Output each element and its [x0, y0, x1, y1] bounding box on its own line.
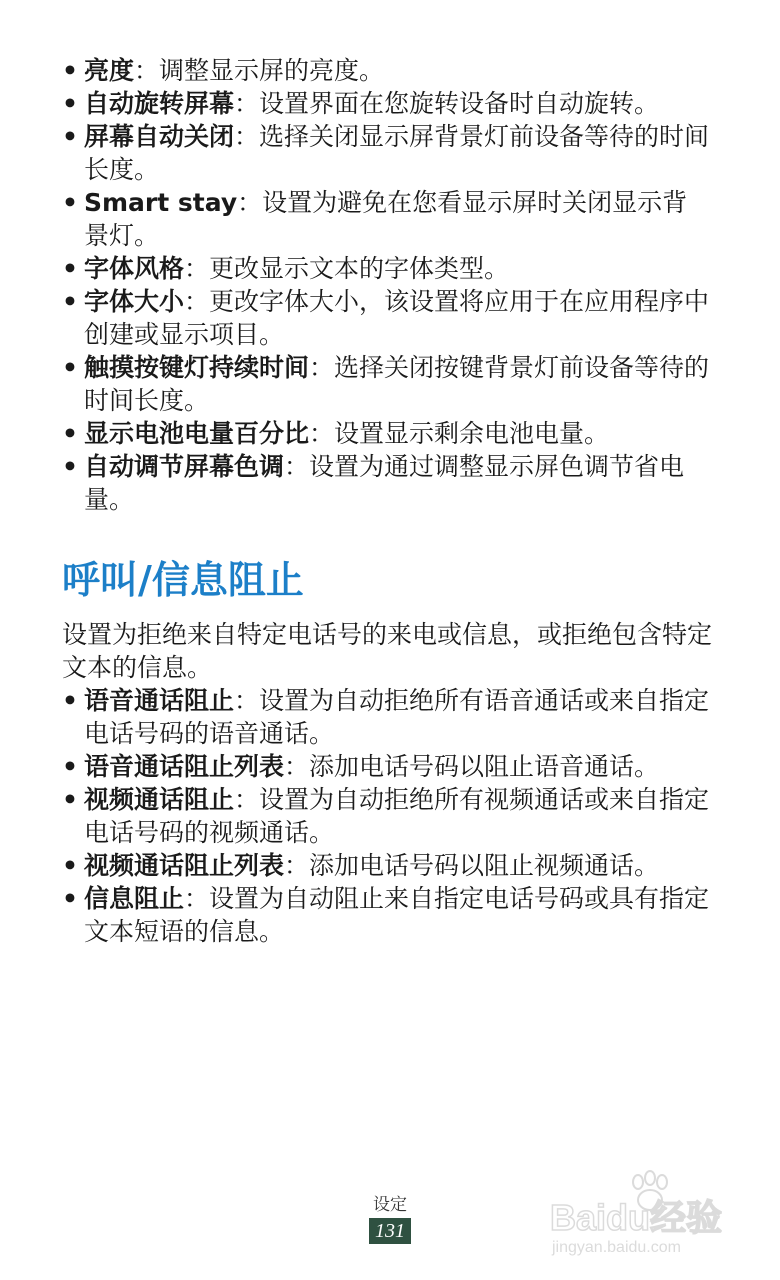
section-intro: 设置为拒绝来自特定电话号的来电或信息，或拒绝包含特定文本的信息。 [62, 620, 713, 682]
page-number: 131 [369, 1218, 411, 1244]
section-title: 呼叫/信息阻止 [62, 558, 304, 602]
item-term: 语音通话阻止列表 [84, 752, 285, 781]
list-item [62, 882, 712, 948]
item-separator: ： [234, 686, 260, 715]
item-separator: ： [134, 56, 160, 85]
list-item [62, 783, 712, 849]
display-settings-list [62, 54, 712, 516]
item-description: 设置为通过调整显示屏色调节省电量。 [84, 452, 685, 514]
list-item [62, 750, 712, 783]
list-item [62, 186, 712, 252]
list-item [62, 351, 712, 417]
footer-section-label: 设定 [373, 1195, 407, 1215]
item-separator: ： [184, 287, 210, 316]
paw-toe-icon [657, 1175, 667, 1189]
bullet: • [62, 188, 78, 217]
item-description: 更改字体大小，该设置将应用于在应用程序中创建或显示项目。 [84, 287, 710, 349]
item-term: 信息阻止 [84, 884, 185, 913]
item-separator: ： [234, 122, 260, 151]
item-description: 更改显示文本的字体类型。 [209, 254, 510, 283]
item-term: 触摸按键灯持续时间 [84, 353, 310, 382]
item-description: 添加电话号码以阻止视频通话。 [309, 851, 660, 880]
watermark-brand-text: Baidu经验 [550, 1197, 723, 1238]
item-term: 自动调节屏幕色调 [84, 452, 285, 481]
item-separator: ： [184, 884, 210, 913]
bullet: • [62, 254, 78, 283]
list-item [62, 417, 712, 450]
bullet: • [62, 752, 78, 781]
item-description: 设置为自动阻止来自指定电话号码或具有指定文本短语的信息。 [84, 884, 710, 946]
list-item [62, 849, 712, 882]
item-description: 选择关闭显示屏背景灯前设备等待的时间长度。 [84, 122, 710, 184]
baidu-jingyan-watermark [550, 1168, 740, 1258]
item-description: 选择关闭按键背景灯前设备等待的时间长度。 [84, 353, 710, 415]
item-separator: ： [184, 254, 210, 283]
item-description: 设置为避免在您看显示屏时关闭显示背景灯。 [84, 188, 688, 250]
item-term: 亮度 [84, 56, 135, 85]
item-separator: ： [237, 188, 263, 217]
watermark-url-text: jingyan.baidu.com [552, 1239, 681, 1256]
item-term: 自动旋转屏幕 [84, 89, 235, 118]
item-term: Smart stay [84, 188, 238, 217]
item-description: 设置为自动拒绝所有视频通话或来自指定电话号码的视频通话。 [84, 785, 710, 847]
blocking-settings-list [62, 684, 712, 948]
item-term: 视频通话阻止 [84, 785, 235, 814]
item-term: 字体大小 [84, 287, 185, 316]
paw-toe-icon [645, 1171, 655, 1185]
item-description: 设置显示剩余电池电量。 [334, 419, 610, 448]
bullet: • [62, 89, 78, 118]
bullet: • [62, 353, 78, 382]
bullet: • [62, 785, 78, 814]
item-term: 屏幕自动关闭 [84, 122, 235, 151]
item-separator: ： [309, 353, 335, 382]
document-body [62, 54, 712, 948]
list-item [62, 684, 712, 750]
list-item [62, 87, 712, 120]
item-description: 设置界面在您旋转设备时自动旋转。 [259, 89, 660, 118]
item-term: 语音通话阻止 [84, 686, 235, 715]
item-term: 字体风格 [84, 254, 185, 283]
bullet: • [62, 287, 78, 316]
item-description: 添加电话号码以阻止语音通话。 [309, 752, 660, 781]
bullet: • [62, 56, 78, 85]
bullet: • [62, 452, 78, 481]
bullet: • [62, 419, 78, 448]
item-separator: ： [284, 752, 310, 781]
item-description: 调整显示屏的亮度。 [159, 56, 385, 85]
item-term: 显示电池电量百分比 [84, 419, 310, 448]
bullet: • [62, 686, 78, 715]
list-item [62, 450, 712, 516]
list-item [62, 252, 712, 285]
item-description: 设置为自动拒绝所有语音通话或来自指定电话号码的语音通话。 [84, 686, 710, 748]
bullet: • [62, 851, 78, 880]
item-separator: ： [234, 785, 260, 814]
item-separator: ： [284, 851, 310, 880]
bullet: • [62, 122, 78, 151]
item-term: 视频通话阻止列表 [84, 851, 285, 880]
paw-toe-icon [633, 1175, 643, 1189]
item-separator: ： [284, 452, 310, 481]
item-separator: ： [309, 419, 335, 448]
list-item [62, 54, 712, 87]
list-item [62, 120, 712, 186]
bullet: • [62, 884, 78, 913]
list-item [62, 285, 712, 351]
item-separator: ： [234, 89, 260, 118]
